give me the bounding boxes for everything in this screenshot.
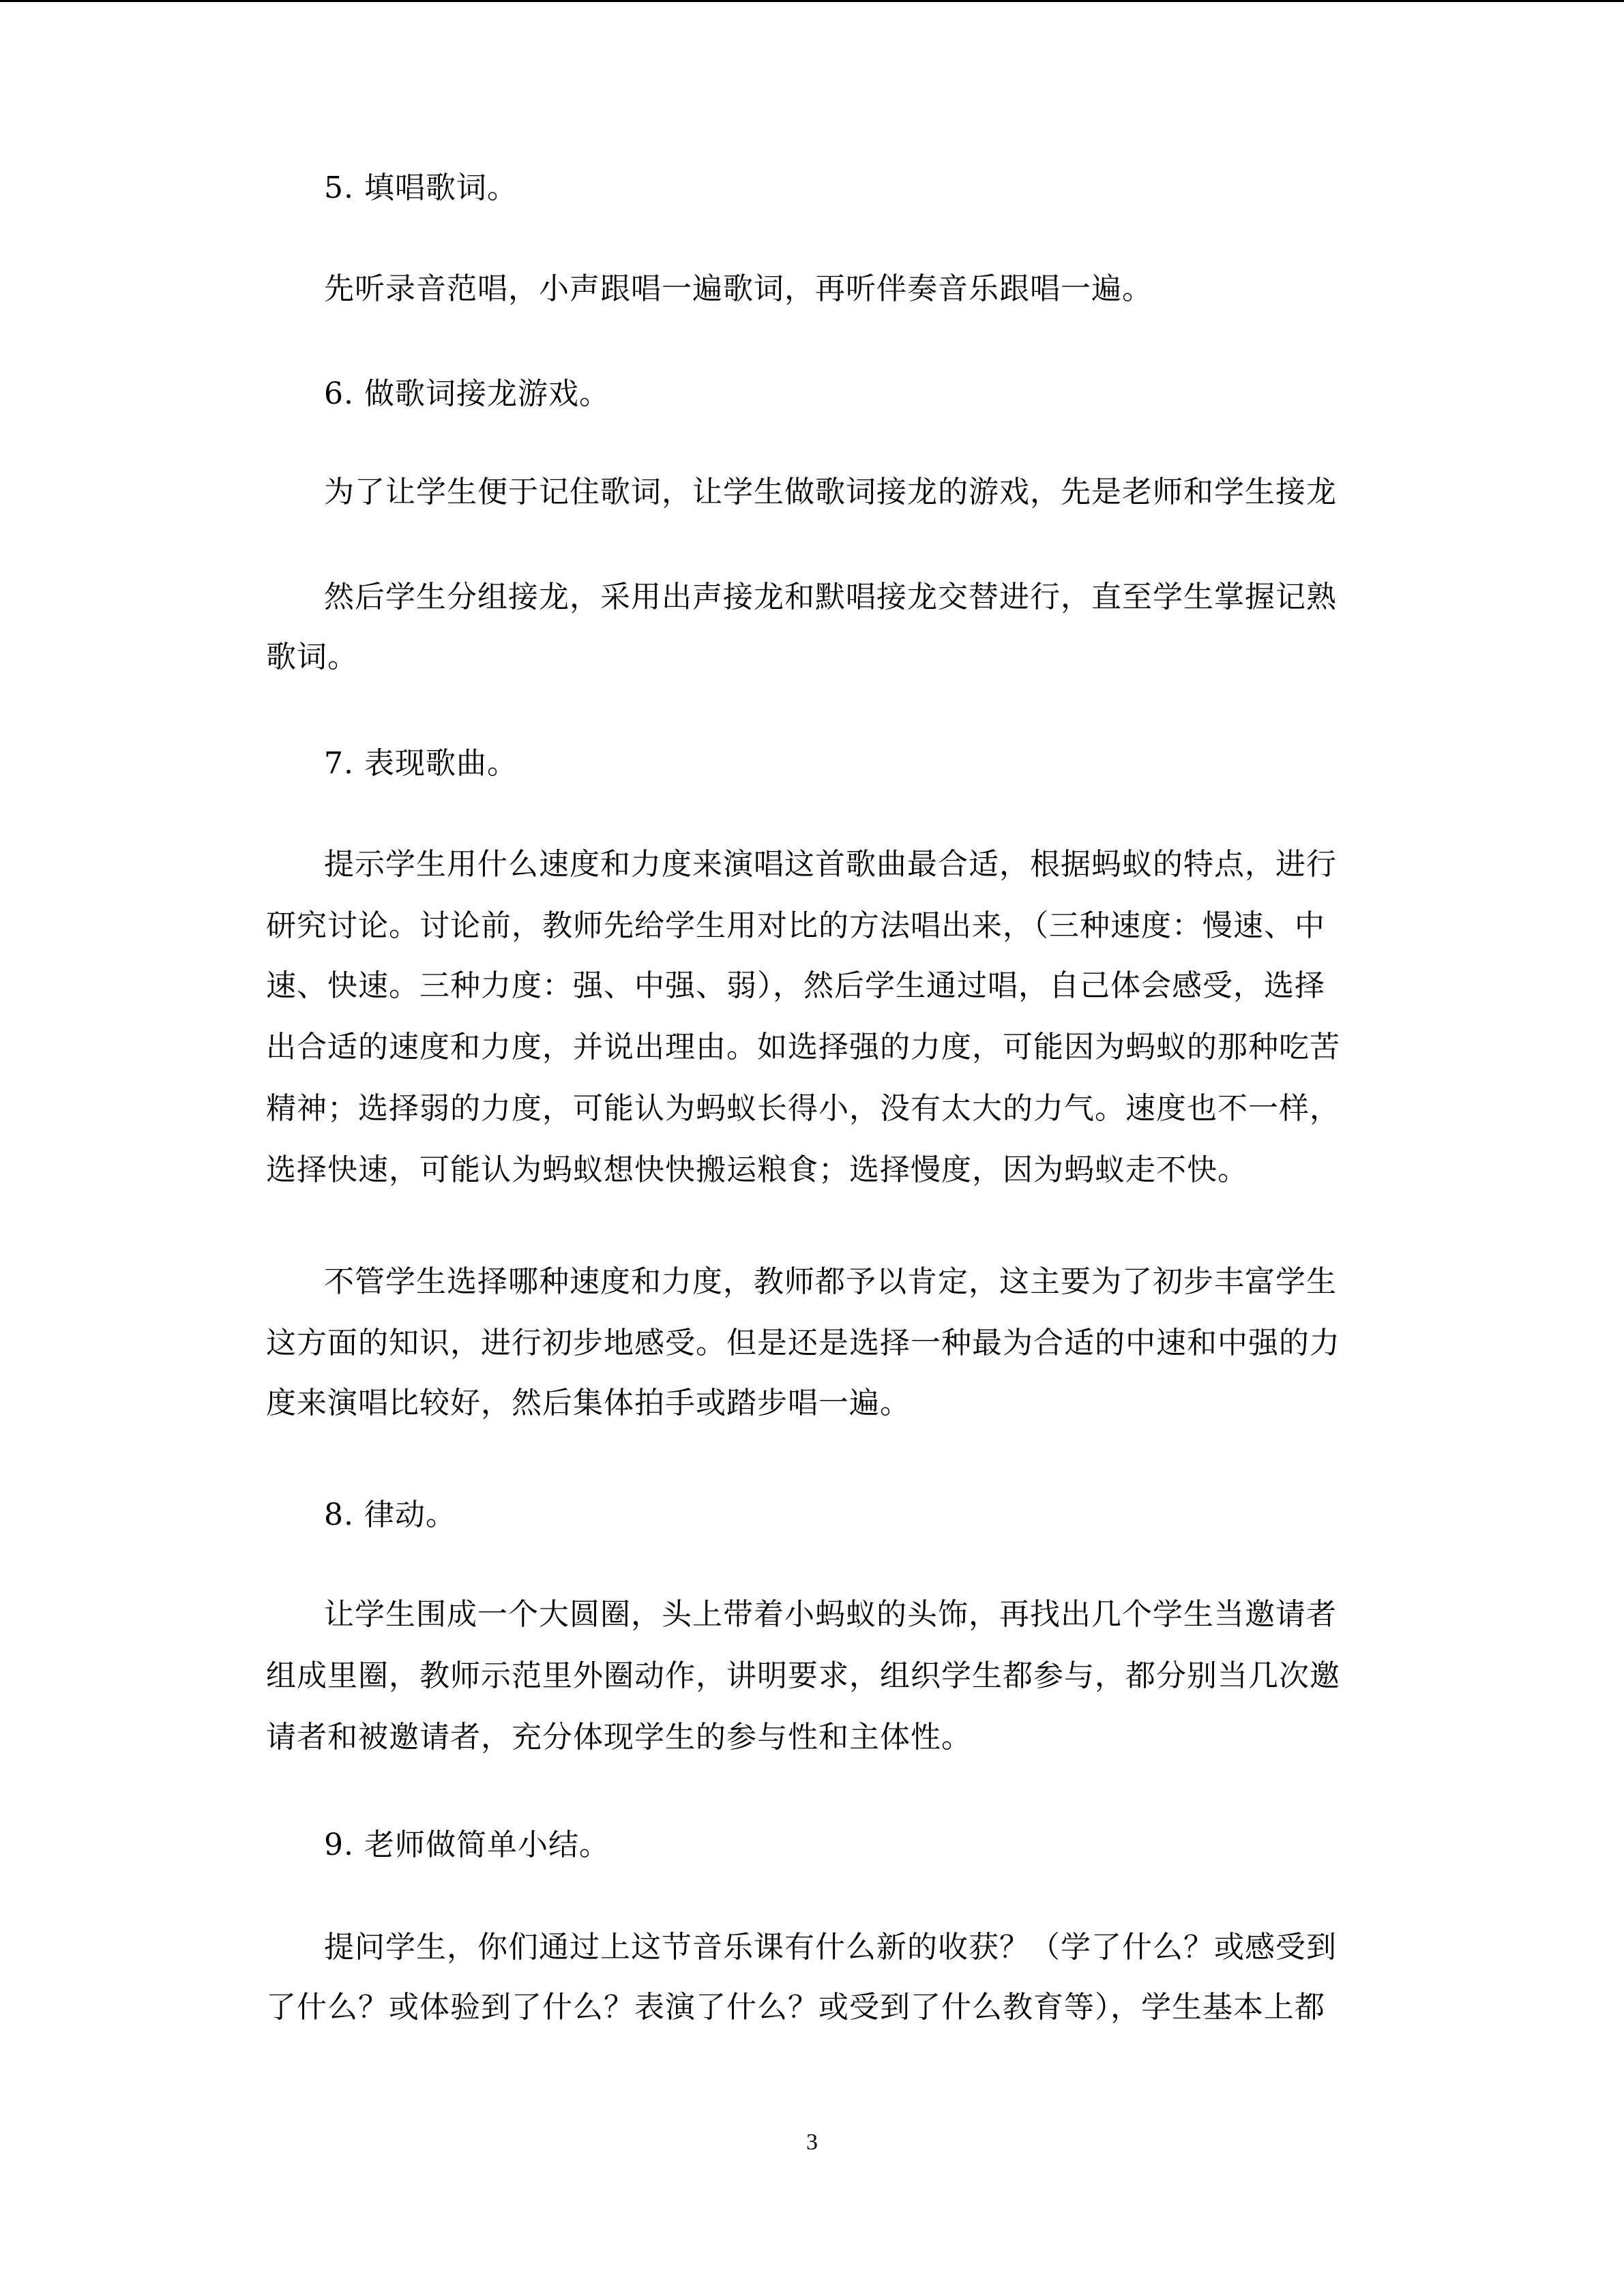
paragraph-line: 了什么？或体验到了什么？表演了什么？或受到了什么教育等），学生基本上都	[266, 1990, 1325, 2025]
paragraph-line: 速、快速。三种力度：强、中强、弱），然后学生通过唱，自己体会感受，选择	[266, 968, 1325, 1003]
paragraph-line: 为了让学生便于记住歌词，让学生做歌词接龙的游戏，先是老师和学生接龙	[324, 475, 1337, 509]
section-heading-6: 6. 做歌词接龙游戏。	[324, 376, 610, 411]
paragraph-line: 歌词。	[266, 640, 358, 674]
page-number: 3	[806, 2130, 818, 2155]
section-heading-9: 9. 老师做简单小结。	[324, 1828, 610, 1862]
paragraph-line: 不管学生选择哪种速度和力度，教师都予以肯定，这主要为了初步丰富学生	[324, 1264, 1337, 1299]
paragraph-line: 提问学生，你们通过上这节音乐课有什么新的收获？（学了什么？或感受到	[324, 1930, 1337, 1965]
paragraph-line: 提示学生用什么速度和力度来演唱这首歌曲最合适，根据蚂蚁的特点，进行	[324, 847, 1337, 882]
paragraph-line: 先听录音范唱，小声跟唱一遍歌词，再听伴奏音乐跟唱一遍。	[324, 271, 1153, 306]
paragraph-line: 研究讨论。讨论前，教师先给学生用对比的方法唱出来，（三种速度：慢速、中	[266, 908, 1325, 943]
paragraph-line: 出合适的速度和力度，并说出理由。如选择强的力度，可能因为蚂蚁的那种吃苦	[266, 1030, 1340, 1064]
paragraph-line: 让学生围成一个大圆圈，头上带着小蚂蚁的头饰，再找出几个学生当邀请者	[324, 1597, 1337, 1632]
paragraph-line: 这方面的知识，进行初步地感受。但是还是选择一种最为合适的中速和中强的力	[266, 1326, 1340, 1360]
paragraph-line: 度来演唱比较好，然后集体拍手或踏步唱一遍。	[266, 1386, 911, 1420]
paragraph-line: 请者和被邀请者，充分体现学生的参与性和主体性。	[266, 1720, 972, 1755]
section-heading-8: 8. 律动。	[324, 1497, 456, 1532]
section-heading-7: 7. 表现歌曲。	[324, 746, 518, 781]
paragraph-line: 组成里圈，教师示范里外圈动作，讲明要求，组织学生都参与，都分别当几次邀	[266, 1658, 1340, 1693]
section-heading-5: 5. 填唱歌词。	[324, 170, 518, 205]
paragraph-line: 选择快速，可能认为蚂蚁想快快搬运粮食；选择慢度，因为蚂蚁走不快。	[266, 1152, 1248, 1187]
paragraph-line: 然后学生分组接龙，采用出声接龙和默唱接龙交替进行，直至学生掌握记熟	[324, 580, 1337, 614]
paragraph-line: 精神；选择弱的力度，可能认为蚂蚁长得小，没有太大的力气。速度也不一样，	[266, 1091, 1340, 1126]
